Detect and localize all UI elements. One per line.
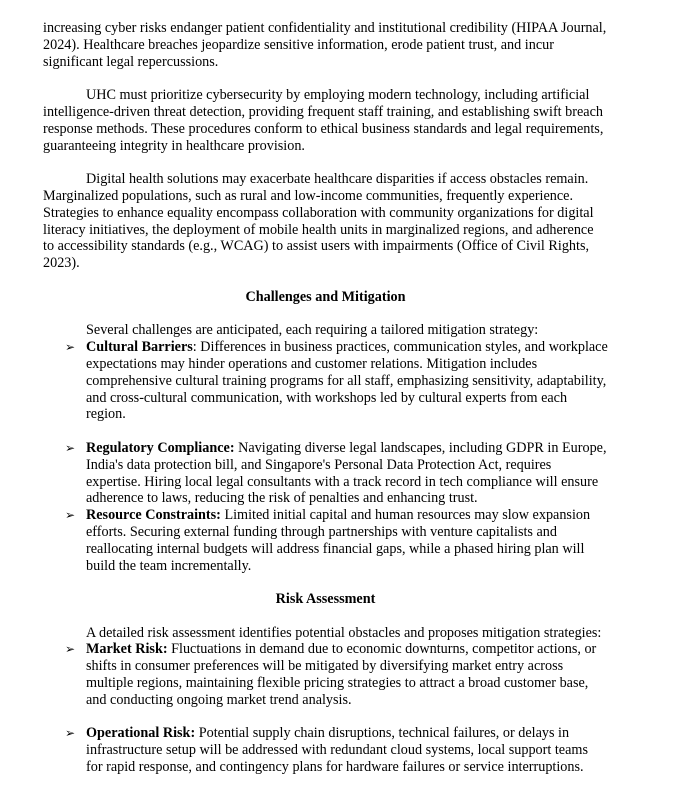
arrow-bullet-icon: ➢ (65, 440, 76, 455)
list-gap (43, 423, 608, 440)
arrow-bullet-icon: ➢ (65, 642, 76, 657)
paragraph-gap (43, 306, 608, 323)
risk-list (43, 641, 608, 775)
list-item-term: Operational Risk: (86, 725, 196, 742)
paragraph-risk-intro: A detailed risk assessment identifies potential obstacles and proposes mitigation strategies: (86, 624, 602, 641)
list-item-regulatory-compliance (43, 440, 608, 507)
list-item-term: Resource Constraints: (86, 507, 221, 524)
paragraph-gap (43, 574, 608, 591)
arrow-bullet-icon: ➢ (65, 726, 76, 741)
paragraph-challenges-intro: Several challenges are anticipated, each requiring a tailored mitigation strategy: (86, 322, 539, 339)
list-item-operational-risk (43, 725, 608, 775)
paragraph-gap (43, 608, 608, 625)
list-item-text: Fluctuations in demand due to economic downturns, competitor actions, or shifts in consumer preferences will be mitigated by diversifying market entry across multiple regions, maintaining flexible pricing strategies to attract a broad customer base, and conducting ongoing market trend analysis. (86, 641, 597, 708)
arrow-bullet-icon: ➢ (65, 508, 76, 523)
list-item-cultural-barriers (43, 339, 608, 423)
document-page (43, 20, 608, 776)
list-item-term: Regulatory Compliance: (86, 439, 235, 456)
list-item-text: Potential supply chain disruptions, technical failures, or delays in infrastructure setup will be addressed with redundant cloud systems, local support teams for rapid response, and contingency plans for hardware failures or service interruptions. (86, 725, 588, 776)
challenges-list (43, 339, 608, 574)
list-item-term: Market Risk: (86, 641, 168, 658)
paragraph-gap (43, 272, 608, 289)
list-item-text: Navigating diverse legal landscapes, including GDPR in Europe, India's data protection bill, and Singapore's Personal Data Protection Act, requires expertise. Hiring local legal consultants with a track record in tech compliance will ensure adherence to laws, reducing the risk of penalties and enhancing trust. (86, 439, 607, 507)
paragraph-digital-health: Digital health solutions may exacerbate healthcare disparities if access obstacles remain. Marginalized populations, such as rural and low-income communities, frequently experience. Strategies to enhance equality encompass collaboration with community organizations for digital literacy initiatives, the deployment of mobile health units in marginalized regions, and adherence to accessibility standards (e.g., WCAG) to assist users with impairments (Office of Civil Rights, 2023). (43, 171, 594, 272)
list-item-text: : Differences in business practices, communication styles, and workplace expectations may hinder operations and customer relations. Mitigation includes comprehensive cultural training programs for all staff, emphasizing sensitivity, adaptability, and cross-cultural communication, with workshops led by cultural experts from each region. (86, 339, 608, 423)
list-item-resource-constraints (43, 507, 608, 574)
arrow-bullet-icon: ➢ (65, 340, 76, 355)
paragraph-cyber-risks: increasing cyber risks endanger patient confidentiality and institutional credibility (HIPAA Journal, 2024). Healthcare breaches jeopardize sensitive information, erode patient trust, and incur significant legal repercussions. (43, 20, 607, 70)
heading-challenges: Challenges and Mitigation (245, 288, 406, 305)
list-item-market-risk (43, 641, 608, 708)
paragraph-cybersecurity: UHC must prioritize cybersecurity by employing modern technology, including artificial intelligence-driven threat detection, providing frequent staff training, and establishing swift breach response methods. These procedures conform to ethical business standards and legal requirements, guaranteeing integrity in healthcare provision. (43, 87, 604, 154)
paragraph-gap (43, 154, 608, 171)
list-item-text: Limited initial capital and human resources may slow expansion efforts. Securing external funding through partnerships with venture capitalists and reallocating internal budgets will address financial gaps, while a phased hiring plan will build the team incrementally. (86, 507, 591, 574)
heading-risk-assessment: Risk Assessment (275, 591, 376, 608)
list-item-term: Cultural Barriers (86, 339, 193, 356)
list-gap (43, 709, 608, 726)
paragraph-gap (43, 70, 608, 87)
